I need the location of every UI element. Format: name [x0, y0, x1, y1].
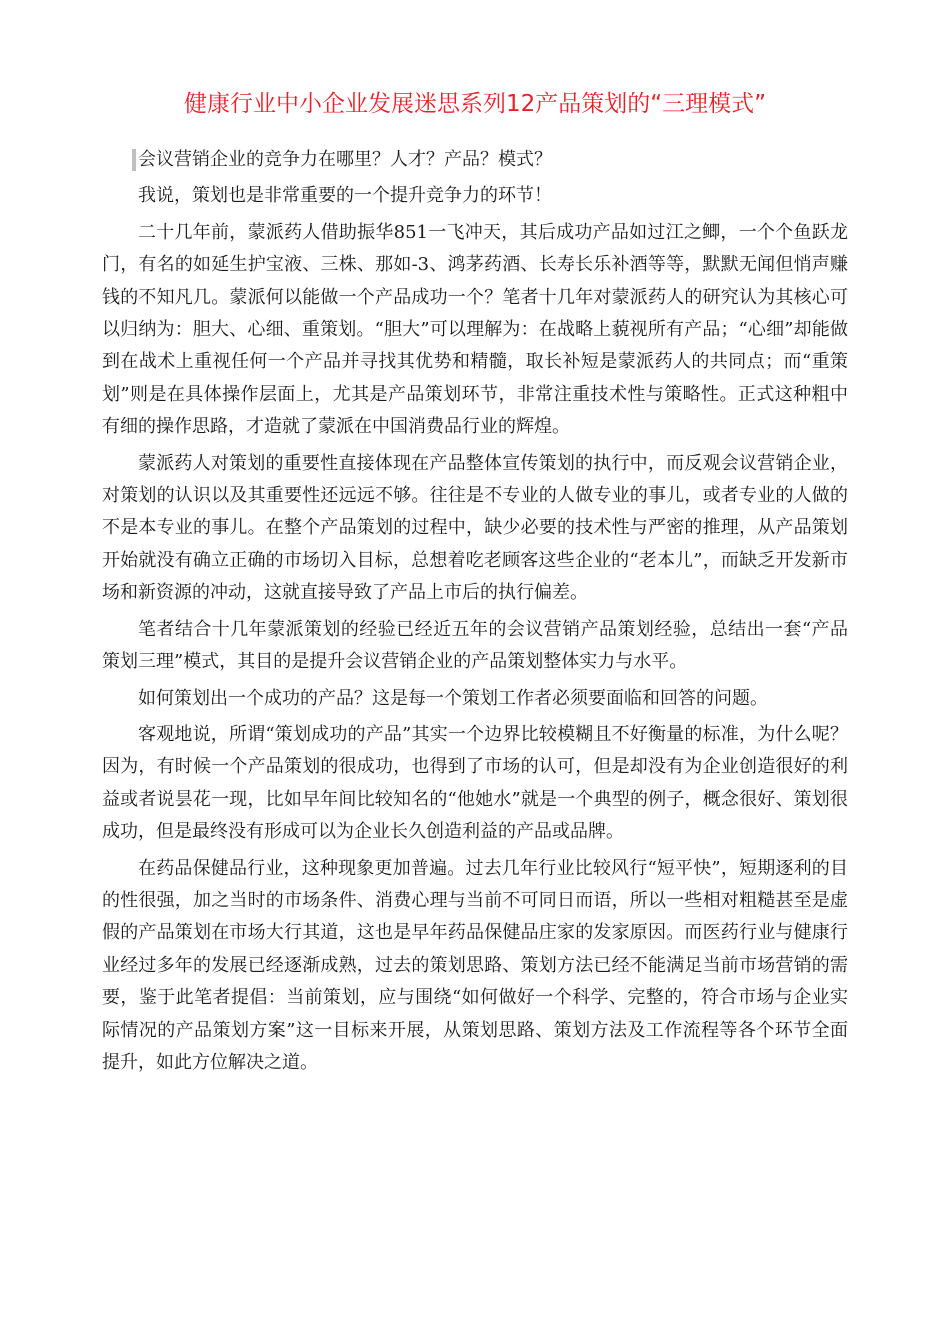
document-body: [102, 144, 848, 1083]
document-title: 健康行业中小企业发展迷思系列12产品策划的“三理模式”: [183, 91, 767, 117]
paragraph-1: [102, 144, 848, 176]
paragraph-2: 我说，策划也是非常重要的一个提升竞争力的环节！: [138, 185, 552, 207]
text-cursor-marker: [132, 149, 136, 171]
paragraph-7: 客观地说，所谓“策划成功的产品”其实一个边界比较模糊且不好衡量的标准，为什么呢？因为，有时候一个产品策划的很成功，也得到了市场的认可，但是却没有为企业创造很好的利益或者说昙花一现，比如早年间比较知名的“他她水”就是一个典型的例子，概念很好、策划很成功，但是最终没有形成可以为企业长久创造利益的产品或品牌。: [102, 723, 848, 843]
paragraph-4: 蒙派药人对策划的重要性直接体现在产品整体宣传策划的执行中，而反观会议营销企业，对策划的认识以及其重要性还远远不够。往往是不专业的人做专业的事儿，或者专业的人做的不是本专业的事儿。在整个产品策划的过程中，缺少必要的技术性与严密的推理，从产品策划开始就没有确立正确的市场切入目标，总想着吃老顾客这些企业的“老本儿”，而缺乏开发新市场和新资源的冲动，这就直接导致了产品上市后的执行偏差。: [102, 452, 848, 604]
paragraph-3: 二十几年前，蒙派药人借助振华851一飞冲天，其后成功产品如过江之鲫，一个个鱼跃龙门，有名的如延生护宝液、三株、那如-3、鸿茅药酒、长寿长乐补酒等等，默默无闻但悄声赚钱的不知凡几。蒙派何以能做一个产品成功一个？笔者十几年对蒙派药人的研究认为其核心可以归纳为：胆大、心细、重策划。“胆大”可以理解为：在战略上藐视所有产品；“心细”却能做到在战术上重视任何一个产品并寻找其优势和精髓，取长补短是蒙派药人的共同点；而“重策划”则是在具体操作层面上，尤其是产品策划环节，非常注重技术性与策略性。正式这种粗中有细的操作思路，才造就了蒙派在中国消费品行业的辉煌。: [102, 221, 848, 438]
paragraph-8: 在药品保健品行业，这种现象更加普遍。过去几年行业比较风行“短平快”，短期逐利的目的性很强，加之当时的市场条件、消费心理与当前不可同日而语，所以一些相对粗糙甚至是虚假的产品策划在市场大行其道，这也是早年药品保健品庄家的发家原因。而医药行业与健康行业经过多年的发展已经逐渐成熟，过去的策划思路、策划方法已经不能满足当前市场营销的需要，鉴于此笔者提倡：当前策划，应与围绕“如何做好一个科学、完整的，符合市场与企业实际情况的产品策划方案”这一目标来开展，从策划思路、策划方法及工作流程等各个环节全面提升，如此方位解决之道。: [102, 857, 848, 1073]
paragraph-6: 如何策划出一个成功的产品？这是每一个策划工作者必须要面临和回答的问题。: [138, 687, 768, 709]
paragraph-5: 笔者结合十几年蒙派策划的经验已经近五年的会议营销产品策划经验，总结出一套“产品策划三理”模式，其目的是提升会议营销企业的产品策划整体实力与水平。: [102, 618, 848, 673]
paragraph-1-text: 会议营销企业的竞争力在哪里？人才？产品？模式？: [138, 149, 552, 170]
